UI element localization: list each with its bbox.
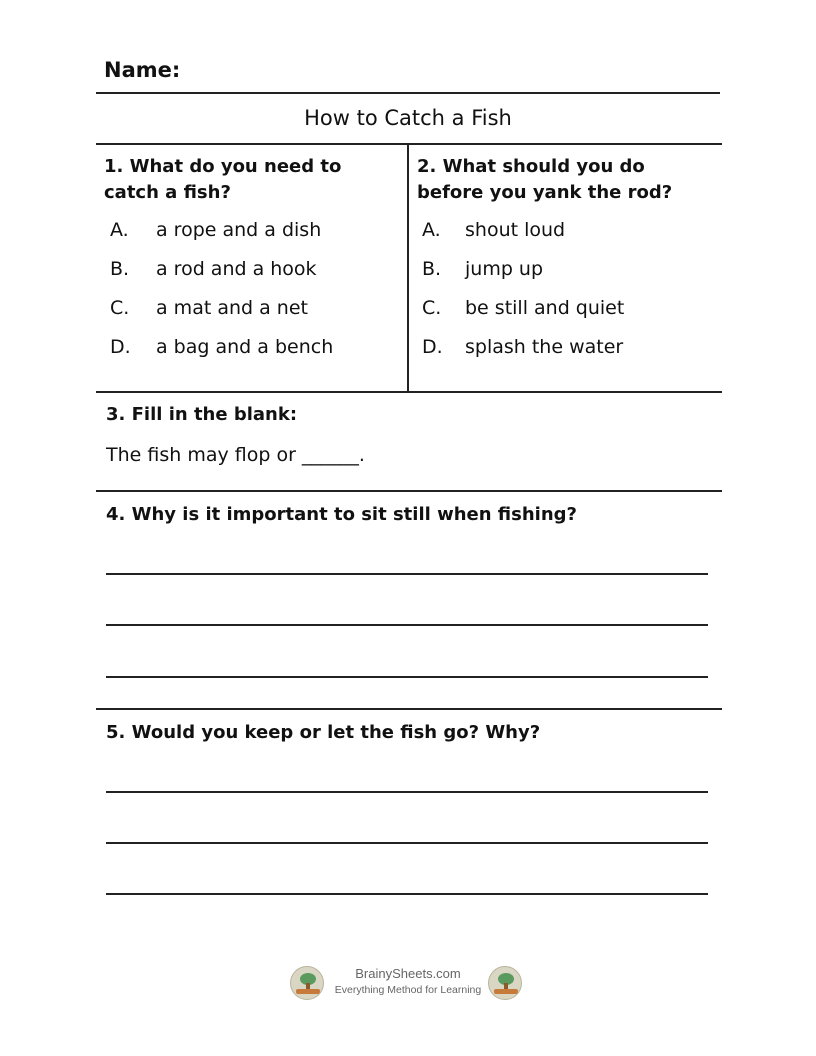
answer-line[interactable]: [106, 893, 708, 895]
option-letter: B.: [110, 258, 130, 280]
option-text: a mat and a net: [156, 297, 308, 319]
answer-line[interactable]: [106, 573, 708, 575]
question-2-option-c: [422, 297, 624, 319]
question-1-option-b: [110, 258, 317, 280]
question-1-option-c: [110, 297, 308, 319]
column-divider: [407, 143, 409, 393]
question-1-prompt-line: 1. What do you need to: [104, 156, 342, 177]
question-1-prompt: [104, 154, 341, 206]
divider: [96, 708, 722, 710]
footer-tagline: Everything Method for Learning: [334, 984, 482, 996]
question-2-option-a: [422, 219, 565, 241]
brand-logo-icon: [488, 966, 522, 1000]
divider: [96, 143, 722, 145]
footer: [290, 964, 526, 1002]
footer-site: BrainySheets.com: [355, 966, 461, 981]
question-1-option-d: [110, 336, 333, 358]
page-title: How to Catch a Fish: [304, 106, 512, 130]
option-letter: D.: [422, 336, 443, 358]
question-1-option-a: [110, 219, 321, 241]
divider: [96, 391, 722, 393]
question-2-option-b: [422, 258, 543, 280]
answer-line[interactable]: [106, 676, 708, 678]
option-text: be still and quiet: [465, 297, 625, 319]
option-letter: B.: [422, 258, 442, 280]
question-1-prompt-line: catch a fish?: [104, 182, 231, 203]
option-text: splash the water: [465, 336, 624, 358]
question-3-prompt: 3. Fill in the blank:: [106, 404, 298, 425]
question-2-prompt-line: 2. What should you do: [417, 156, 645, 177]
question-3-sentence: The fish may flop or ______.: [106, 444, 365, 466]
option-text: jump up: [465, 258, 544, 280]
option-text: a rod and a hook: [156, 258, 317, 280]
question-2-prompt-line: before you yank the rod?: [417, 182, 673, 203]
question-5-prompt: 5. Would you keep or let the fish go? Why?: [106, 722, 541, 743]
option-text: shout loud: [465, 219, 566, 241]
option-letter: C.: [422, 297, 442, 319]
option-letter: A.: [422, 219, 441, 241]
question-2-prompt: [417, 154, 672, 206]
question-2-option-d: [422, 336, 623, 358]
answer-line[interactable]: [106, 842, 708, 844]
brand-logo-icon: [290, 966, 324, 1000]
divider: [96, 490, 722, 492]
option-letter: C.: [110, 297, 130, 319]
option-letter: A.: [110, 219, 129, 241]
option-text: a rope and a dish: [156, 219, 322, 241]
divider: [96, 92, 720, 94]
option-letter: D.: [110, 336, 131, 358]
name-label: Name:: [104, 58, 181, 82]
answer-line[interactable]: [106, 624, 708, 626]
answer-line[interactable]: [106, 791, 708, 793]
option-text: a bag and a bench: [156, 336, 334, 358]
question-4-prompt: 4. Why is it important to sit still when fishing?: [106, 504, 577, 525]
